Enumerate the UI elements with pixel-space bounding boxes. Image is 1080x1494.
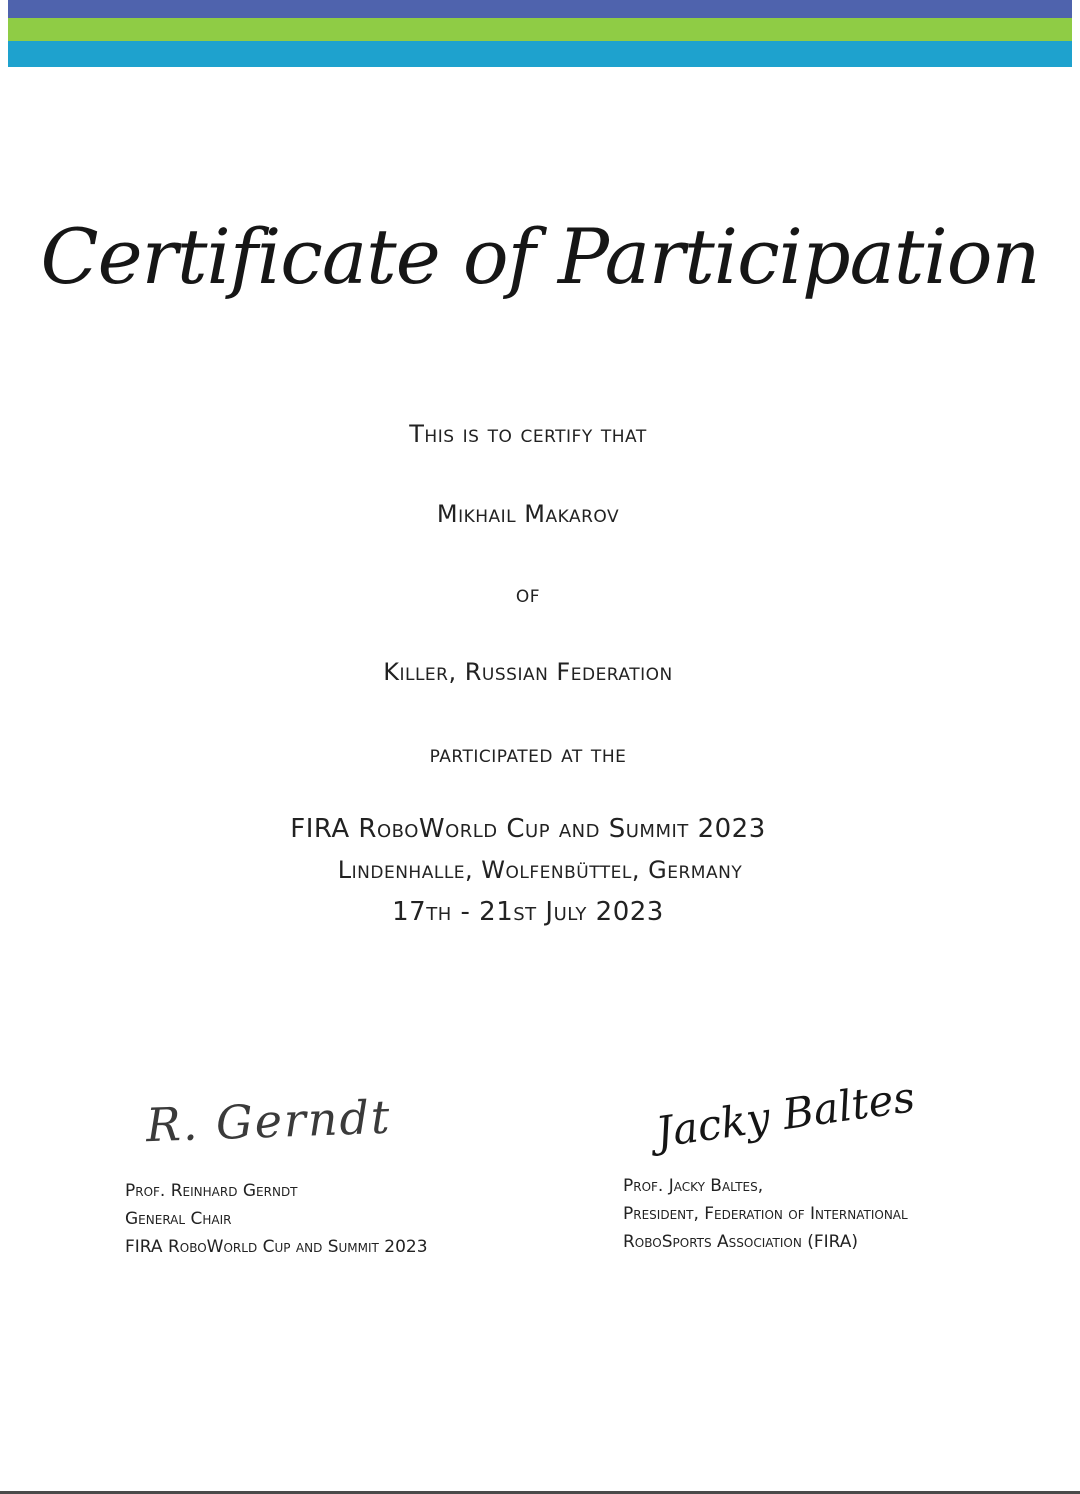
signature-gerndt: R. Gerndt — [145, 1089, 393, 1153]
certify-line: This is to certify that — [409, 420, 647, 448]
certificate-title: Certificate of Participation — [40, 212, 1040, 301]
signatory-right-block — [623, 1172, 908, 1256]
header-band-blue — [8, 0, 1072, 18]
signatory-left-role: General Chair — [125, 1209, 232, 1229]
header-band-teal — [8, 41, 1072, 67]
signature-baltes: Jacky Baltes — [652, 1072, 918, 1157]
signatory-right-organization: RoboSports Association (FIRA) — [623, 1232, 859, 1252]
event-name: FIRA RoboWorld Cup and Summit 2023 — [290, 814, 766, 844]
signatory-right-name: Prof. Jacky Baltes, — [623, 1176, 764, 1196]
header-band-green — [8, 18, 1072, 41]
participated-line: participated at the — [429, 740, 627, 768]
participant-name: Mikhail Makarov — [436, 500, 620, 528]
signatory-left-block — [125, 1177, 428, 1261]
signatory-left-name: Prof. Reinhard Gerndt — [125, 1181, 298, 1201]
event-dates: 17th - 21st July 2023 — [392, 897, 664, 927]
of-line: of — [515, 580, 541, 608]
signatory-right-role: President, Federation of International — [623, 1204, 908, 1224]
participant-location: Killer, Russian Federation — [383, 658, 673, 686]
signatory-left-organization: FIRA RoboWorld Cup and Summit 2023 — [125, 1237, 428, 1257]
event-venue: Lindenhalle, Wolfenbüttel, Germany — [337, 856, 743, 884]
